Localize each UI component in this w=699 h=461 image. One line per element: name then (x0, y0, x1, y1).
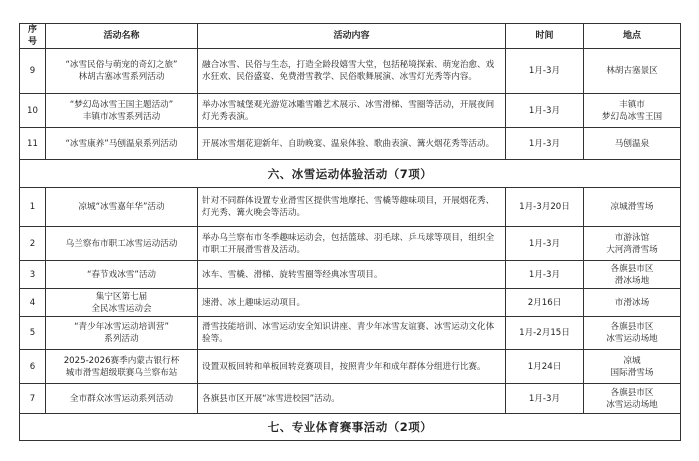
activity-schedule-table (19, 23, 681, 441)
activity-content: 冰车、雪橇、滑梯、旋转雪圈等经典冰雪项目。 (198, 261, 506, 289)
activity-name: “青少年冰雪运动培训营” 系列活动 (46, 317, 198, 350)
activity-location: 凉城 国际滑雪场 (584, 350, 681, 384)
activity-location: 马刨温泉 (584, 128, 681, 160)
activity-content: 开展冰雪烟花迎新年、自助晚宴、温泉体验、歌曲表演、篝火烟花秀等活动。 (198, 128, 506, 160)
activity-content: 设置双板回转和单板回转竞赛项目，按照青少年和成年群体分组进行比赛。 (198, 350, 506, 384)
activity-time: 1月24日 (506, 350, 584, 384)
activity-name: “冰雪康养”马刨温泉系列活动 (46, 128, 198, 160)
activity-name: 集宁区第七届 全民冰雪运动会 (46, 289, 198, 317)
table-row (20, 188, 681, 227)
activity-name: 凉城“冰雪嘉年华”活动 (46, 188, 198, 227)
row-number: 7 (20, 384, 46, 414)
row-number: 3 (20, 261, 46, 289)
table-row (20, 384, 681, 414)
section-heading-row (20, 414, 681, 441)
header-activity-name: 活动名称 (46, 24, 198, 49)
row-number: 9 (20, 49, 46, 94)
table-row (20, 261, 681, 289)
header-location: 地点 (584, 24, 681, 49)
activity-content: 举办乌兰察布市冬季趣味运动会，包括篮球、羽毛球、乒乓球等项目，组织全市职工开展滑雪普及活动。 (198, 227, 506, 261)
header-activity-content: 活动内容 (198, 24, 506, 49)
section-heading-row (20, 160, 681, 188)
activity-name: “冰雪民俗与萌宠的奇幻之旅” 林胡古塞冰雪系列活动 (46, 49, 198, 94)
activity-time: 1月-3月 (506, 261, 584, 289)
activity-location: 市游泳馆 大河湾滑雪场 (584, 227, 681, 261)
activity-name: “梦幻岛冰雪王国主题活动” 丰镇市冰雪系列活动 (46, 94, 198, 128)
activity-name: 2025-2026赛季内蒙古银行杯 城市滑雪超级联赛乌兰察布站 (46, 350, 198, 384)
activity-time: 1月-3月 (506, 128, 584, 160)
activity-time: 1月-2月15日 (506, 317, 584, 350)
table-row (20, 227, 681, 261)
row-number: 1 (20, 188, 46, 227)
activity-time: 1月-3月 (506, 49, 584, 94)
activity-location: 凉城滑雪场 (584, 188, 681, 227)
table-row (20, 289, 681, 317)
table-row (20, 317, 681, 350)
activity-time: 1月-3月20日 (506, 188, 584, 227)
activity-name: 乌兰察布市职工冰雪运动活动 (46, 227, 198, 261)
table-row (20, 94, 681, 128)
activity-name: “春节戏冰雪”活动 (46, 261, 198, 289)
activity-time: 1月-3月 (506, 227, 584, 261)
row-number: 2 (20, 227, 46, 261)
activity-content: 针对不同群体设置专业滑雪区提供雪地摩托、雪橇等趣味项目，开展烟花秀、灯光秀、篝火晚会等活动。 (198, 188, 506, 227)
activity-name: 全市群众冰雪运动系列活动 (46, 384, 198, 414)
activity-location: 各旗县市区 冰雪运动场地 (584, 384, 681, 414)
row-number: 10 (20, 94, 46, 128)
section-title-seven: 七、专业体育赛事活动（2项） (20, 414, 681, 441)
activity-location: 林胡古塞景区 (584, 49, 681, 94)
table-row (20, 350, 681, 384)
row-number: 6 (20, 350, 46, 384)
activity-time: 1月-3月 (506, 384, 584, 414)
table-header-row (20, 24, 681, 49)
activity-location: 各旗县市区 滑冰场地 (584, 261, 681, 289)
activity-time: 1月-3月 (506, 94, 584, 128)
row-number: 5 (20, 317, 46, 350)
header-time: 时间 (506, 24, 584, 49)
table-row (20, 128, 681, 160)
header-number: 序号 (20, 24, 46, 49)
activity-time: 2月16日 (506, 289, 584, 317)
table-row (20, 49, 681, 94)
activity-content: 举办冰雪城堡观光游览冰雕雪雕艺术展示、冰雪滑梯、雪圈等活动，开展夜间灯光秀表演。 (198, 94, 506, 128)
section-title-six: 六、冰雪运动体验活动（7项） (20, 160, 681, 188)
row-number: 11 (20, 128, 46, 160)
activity-content: 各旗县市区开展“冰雪进校园”活动。 (198, 384, 506, 414)
activity-location: 各旗县市区 冰雪运动场地 (584, 317, 681, 350)
activity-content: 速滑、冰上趣味运动项目。 (198, 289, 506, 317)
row-number: 4 (20, 289, 46, 317)
activity-content: 滑雪技能培训、冰雪运动安全知识讲座、青少年冰雪友谊赛、冰雪运动文化体验等。 (198, 317, 506, 350)
activity-location: 丰镇市 梦幻岛冰雪王国 (584, 94, 681, 128)
activity-location: 市滑冰场 (584, 289, 681, 317)
activity-content: 融合冰雪、民俗与生态，打造全龄段嬉雪大堂，包括秘境探索、萌宠治愈、戏水狂欢、民俗盛宴、免费滑雪教学、民俗歌舞展演、冰雪灯光秀等内容。 (198, 49, 506, 94)
